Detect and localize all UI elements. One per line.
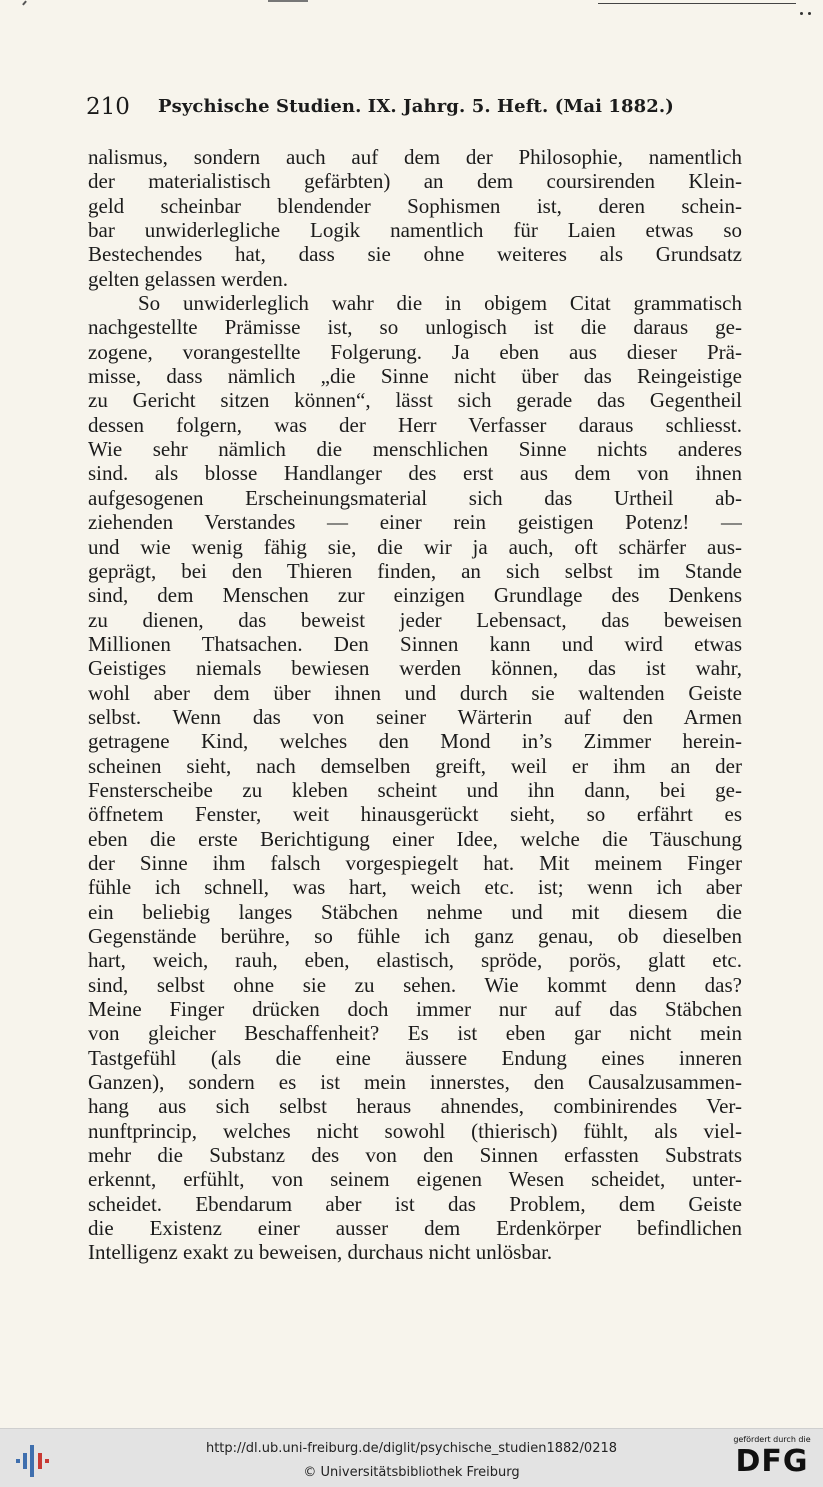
source-url-link[interactable]: http://dl.ub.uni-freiburg.de/diglit/psychische_studien1882/0218 bbox=[205, 1441, 618, 1456]
running-title: Psychische Studien. IX. Jahrg. 5. Heft. (Mai 1882.) bbox=[158, 96, 674, 117]
text-line: wohl aber dem über ihnen und durch sie waltenden Geiste bbox=[88, 680, 742, 705]
text-line: Meine Finger drücken doch immer nur auf das Stäbchen bbox=[88, 997, 742, 1022]
footer-bar bbox=[0, 1428, 823, 1487]
text-line: eben die erste Berichtigung einer Idee, welche die Täuschung bbox=[88, 826, 742, 851]
text-line: sind, selbst ohne sie zu sehen. Wie kommt denn das? bbox=[88, 972, 742, 997]
text-line: hang aus sich selbst heraus ahnendes, combinirendes Ver- bbox=[88, 1094, 742, 1119]
text-line: selbst. Wenn das von seiner Wärterin auf den Armen bbox=[88, 704, 742, 729]
copyright-text: © Universitätsbibliothek Freiburg bbox=[303, 1465, 520, 1480]
text-line: zu Gericht sitzen können“, lässt sich gerade das Gegentheil bbox=[88, 388, 742, 413]
text-line: Millionen Thatsachen. Den Sinnen kann und wird etwas bbox=[88, 631, 742, 656]
running-head bbox=[86, 94, 738, 122]
text-line: von gleicher Beschaffenheit? Es ist eben gar nicht mein bbox=[88, 1021, 742, 1046]
text-line: und wie wenig fähig sie, die wir ja auch, oft schärfer aus- bbox=[88, 534, 742, 559]
text-line: der materialistisch gefärbten) an dem coursirenden Klein- bbox=[88, 169, 742, 194]
text-line: mehr die Substanz des von den Sinnen erfassten Substrats bbox=[88, 1143, 742, 1168]
dfg-logo[interactable] bbox=[728, 1435, 816, 1481]
text-line: Wie sehr nämlich die menschlichen Sinne nichts anderes bbox=[88, 437, 742, 462]
text-line: aufgesogenen Erscheinungsmaterial sich das Urtheil ab- bbox=[88, 485, 742, 510]
text-line: So unwiderleglich wahr die in obigem Citat grammatisch bbox=[138, 291, 742, 316]
text-line: misse, dass nämlich „die Sinne nicht über das Reingeistige bbox=[88, 364, 742, 389]
text-line: die Existenz einer ausser dem Erdenkörper befindlichen bbox=[88, 1216, 742, 1241]
text-line: ziehenden Verstandes — einer rein geistigen Potenz! — bbox=[88, 510, 742, 535]
text-line: Intelligenz exakt zu beweisen, durchaus nicht unlösbar. bbox=[88, 1240, 553, 1265]
text-line: sind, dem Menschen zur einzigen Grundlage des Denkens bbox=[88, 583, 742, 608]
dfg-caption: gefördert durch die bbox=[733, 1435, 811, 1444]
text-line: Geistiges niemals bewiesen werden können, das ist wahr, bbox=[88, 656, 742, 681]
dfg-logo-text: DFG bbox=[735, 1444, 809, 1479]
text-line: sind. als blosse Handlanger des erst aus dem von ihnen bbox=[88, 461, 742, 486]
text-line: ein beliebig langes Stäbchen nehme und mit diesem die bbox=[88, 899, 742, 924]
text-line: nunftprincip, welches nicht sowohl (thierisch) fühlt, als viel- bbox=[88, 1118, 742, 1143]
text-line: geld scheinbar blendender Sophismen ist, deren schein- bbox=[88, 193, 742, 218]
text-line: erkennt, erfühlt, von seinem eigenen Wesen scheidet, unter- bbox=[88, 1167, 742, 1192]
page-number: 210 bbox=[86, 94, 130, 120]
text-line: Fensterscheibe zu kleben scheint und ihn dann, bei ge- bbox=[88, 777, 742, 802]
text-line: nachgestellte Prämisse ist, so unlogisch ist die daraus ge- bbox=[88, 315, 742, 340]
text-line: Gegenstände berühre, so fühle ich ganz genau, ob dieselben bbox=[88, 924, 742, 948]
text-line: hart, weich, rauh, eben, elastisch, spröde, porös, glatt etc. bbox=[88, 948, 742, 973]
text-line: zu dienen, das beweist jeder Lebensact, das beweisen bbox=[88, 607, 742, 632]
text-line: scheidet. Ebendarum aber ist das Problem, dem Geiste bbox=[88, 1191, 742, 1216]
text-line: scheinen sieht, nach demselben greift, weil er ihm an der bbox=[88, 753, 742, 778]
text-line: Tastgefühl (als die eine äussere Endung eines inneren bbox=[88, 1045, 742, 1070]
text-line: dessen folgern, was der Herr Verfasser daraus schliesst. bbox=[88, 412, 742, 437]
text-line: getragene Kind, welches den Mond in’s Zimmer herein- bbox=[88, 729, 742, 754]
text-line: öffnetem Fenster, weit hinausgerückt sieht, so erfährt es bbox=[88, 802, 742, 827]
text-line: Bestechendes hat, dass sie ohne weiteres als Grundsatz bbox=[88, 242, 742, 267]
text-line: fühle ich schnell, was hart, weich etc. ist; wenn ich aber bbox=[88, 875, 742, 900]
text-line: nalismus, sondern auch auf dem der Philosophie, namentlich bbox=[88, 145, 742, 169]
body-text bbox=[88, 145, 742, 1265]
text-line: Ganzen), sondern es ist mein innerstes, den Causalzusammen- bbox=[88, 1070, 742, 1095]
scan-edge-marks bbox=[0, 0, 823, 22]
text-line: geprägt, bei den Thieren finden, an sich selbst im Stande bbox=[88, 558, 742, 583]
text-line: gelten gelassen werden. bbox=[88, 266, 289, 291]
text-line: bar unwiderlegliche Logik namentlich für Laien etwas so bbox=[88, 218, 742, 243]
text-line: zogene, vorangestellte Folgerung. Ja eben aus dieser Prä- bbox=[88, 339, 742, 364]
text-line: der Sinne ihm falsch vorgespiegelt hat. Mit meinem Finger bbox=[88, 850, 742, 875]
